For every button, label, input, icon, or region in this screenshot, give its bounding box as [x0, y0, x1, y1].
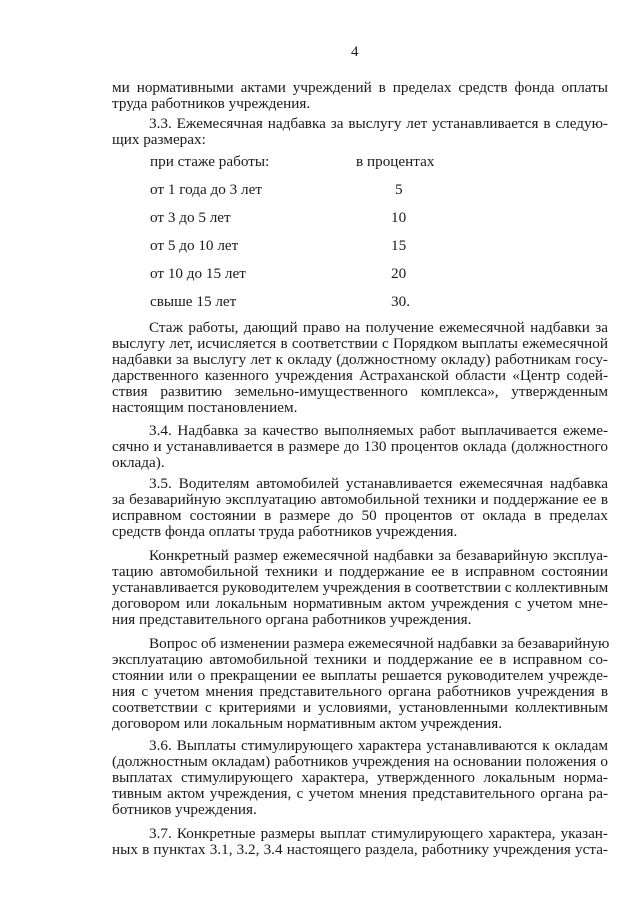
specific-amount-paragraph [112, 548, 608, 628]
paragraph-line: оклада). [112, 454, 165, 471]
paragraph-line: ботников учреждения. [112, 801, 257, 818]
paragraph-line: тацию автомобильной техники и поддержание ее в исправном состоянии [112, 563, 608, 580]
paragraph-line: сячно и устанавливается в размере до 130 процентов оклада (должностного [112, 438, 608, 455]
paragraph-line: ствия развитию земельно-имущественного комплекса», утвержденным [112, 383, 608, 400]
section-3-6-paragraph [112, 738, 608, 818]
paragraph-line: ных в пунктах 3.1, 3.2, 3.4 настоящего раздела, работнику учреждения уста- [112, 841, 608, 858]
table-row-percent: 30. [391, 293, 410, 310]
table-row-percent: 15 [391, 237, 407, 254]
paragraph-line: средств фонда оплаты труда работников учреждения. [112, 523, 458, 540]
paragraph-line: устанавливается руководителем учреждения в соответствии с коллективным [112, 579, 609, 596]
paragraph-line: Вопрос об изменении размера ежемесячной надбавки за безаварийную [149, 635, 610, 652]
paragraph-line: тивным актом учреждения, с учетом мнения представительного органа ра- [112, 785, 608, 802]
table-row-range: от 10 до 15 лет [150, 265, 246, 282]
table-row-percent: 5 [395, 181, 403, 198]
paragraph-line: договором или локальным нормативным актом учреждения с учетом мне- [112, 595, 608, 612]
paragraph-line: договором или локальным нормативным актом учреждения. [112, 715, 503, 732]
table-row-range: от 1 года до 3 лет [150, 181, 262, 198]
page-number: 4 [351, 44, 359, 60]
paragraph-line: (должностным окладам) работников учреждения на основании положения о [112, 753, 608, 770]
paragraph-line: за безаварийную эксплуатацию автомобильной техники и поддержание ее в [112, 491, 608, 508]
section-3-5-paragraph [112, 476, 608, 540]
seniority-paragraph [112, 320, 608, 416]
paragraph-line: выплатах стимулирующего характера, утвержденного локальным норма- [112, 769, 608, 786]
table-row-range: от 5 до 10 лет [150, 237, 239, 254]
paragraph-line: исправном состоянии в размере до 50 процентов от оклада в пределах [112, 507, 608, 524]
paragraph-line: 3.4. Надбавка за качество выполняемых работ выплачивается ежеме- [149, 422, 608, 439]
paragraph-line: ния с учетом мнения представительного органа работников учреждения в [112, 683, 608, 700]
paragraph-line: настоящим постановлением. [112, 399, 298, 416]
paragraph-line: Конкретный размер ежемесячной надбавки за безаварийную эксплуа- [149, 547, 608, 564]
paragraph-line: эксплуатацию автомобильной техники и поддержание ее в исправном со- [112, 651, 608, 668]
paragraph-line: труда работников учреждения. [112, 95, 311, 112]
paragraph-line: ния представительного органа работников учреждения. [112, 611, 472, 628]
table-row-range: свыше 15 лет [150, 293, 237, 310]
section-3-7-paragraph [112, 826, 608, 858]
paragraph-line: ми нормативными актами учреждений в пределах средств фонда оплаты [112, 79, 608, 96]
paragraph-line: 3.6. Выплаты стимулирующего характера устанавливаются к окладам [149, 737, 608, 754]
paragraph-line: 3.5. Водителям автомобилей устанавливается ежемесячная надбавка [149, 475, 608, 492]
section-3-3-paragraph [112, 116, 608, 148]
paragraph-line: дарственного казенного учреждения Астраханской области «Центр содей- [112, 367, 608, 384]
table-row-percent: 20 [391, 265, 407, 282]
paragraph-line: 3.3. Ежемесячная надбавка за выслугу лет устанавливается в следую- [149, 115, 608, 132]
question-paragraph [112, 636, 608, 732]
table-header-left: при стаже работы: [150, 153, 270, 170]
paragraph-line: стоянии или о прекращении ее выплаты решается руководителем учрежде- [112, 667, 608, 684]
paragraph-line: выслугу лет, исчисляется в соответствии с Порядком выплаты ежемесячной [112, 335, 608, 352]
paragraph-line: Стаж работы, дающий право на получение ежемесячной надбавки за [149, 319, 608, 336]
paragraph-line: надбавки за выслугу лет к окладу (должностному окладу) работникам госу- [112, 351, 608, 368]
paragraph-line: соответствии с критериями и условиями, установленными коллективным [112, 699, 608, 716]
section-3-4-paragraph [112, 423, 608, 471]
paragraph-line: щих размерах: [112, 131, 206, 148]
table-row-range: от 3 до 5 лет [150, 209, 231, 226]
table-header-right: в процентах [356, 153, 435, 170]
table-row-percent: 10 [391, 209, 407, 226]
paragraph-line: 3.7. Конкретные размеры выплат стимулирующего характера, указан- [149, 825, 608, 842]
intro-paragraph [112, 80, 608, 112]
